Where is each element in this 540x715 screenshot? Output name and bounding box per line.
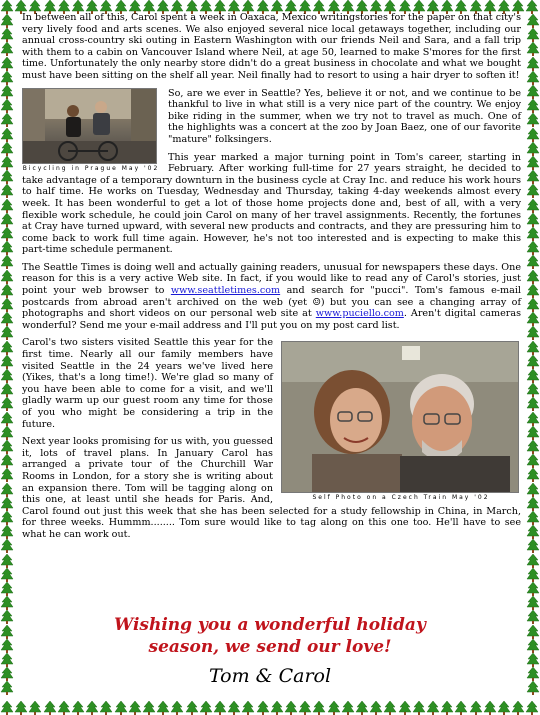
christmas-tree-icon bbox=[0, 355, 14, 369]
christmas-tree-icon bbox=[0, 170, 14, 184]
christmas-tree-icon bbox=[426, 701, 440, 715]
paragraph-seattle-times bbox=[22, 262, 521, 332]
christmas-tree-icon bbox=[0, 539, 14, 553]
christmas-tree-icon bbox=[0, 412, 14, 426]
photo-prague-figure bbox=[22, 88, 160, 173]
christmas-tree-icon bbox=[0, 483, 14, 497]
christmas-tree-icon bbox=[0, 255, 14, 269]
christmas-tree-icon bbox=[526, 99, 540, 113]
christmas-tree-icon bbox=[526, 568, 540, 582]
christmas-tree-icon bbox=[526, 412, 540, 426]
christmas-tree-icon bbox=[526, 298, 540, 312]
christmas-tree-icon bbox=[526, 28, 540, 42]
christmas-tree-icon bbox=[0, 298, 14, 312]
christmas-tree-icon bbox=[170, 701, 184, 715]
seattle-times-text-b: and search for "pucci". Tom's famous e-mail postcards from abroad aren't archived on the web (yet ☺) but you can see a changing array of photographs and short videos on our personal web site at bbox=[22, 285, 521, 320]
greeting-line-2: season, we send our love! bbox=[148, 637, 392, 657]
christmas-tree-icon bbox=[526, 113, 540, 127]
christmas-tree-icon bbox=[526, 213, 540, 227]
christmas-tree-icon bbox=[0, 497, 14, 511]
christmas-tree-icon bbox=[256, 701, 270, 715]
seattle-times-text-a: The Seattle Times is doing well and actually gaining readers, unusual for newspapers these days. One reason for this is a very active Web site. In fact, if you would like to read any of Carol's stories, just point your web browser to bbox=[22, 261, 521, 297]
tree-border-bottom bbox=[0, 701, 540, 715]
christmas-tree-icon bbox=[0, 653, 14, 667]
christmas-tree-icon bbox=[526, 625, 540, 639]
christmas-tree-icon bbox=[526, 14, 540, 28]
christmas-tree-icon bbox=[0, 525, 14, 539]
christmas-tree-icon bbox=[0, 199, 14, 213]
christmas-tree-icon bbox=[526, 355, 540, 369]
christmas-tree-icon bbox=[526, 539, 540, 553]
christmas-tree-icon bbox=[0, 341, 14, 355]
christmas-tree-icon bbox=[0, 383, 14, 397]
christmas-tree-icon bbox=[270, 701, 284, 715]
paragraph-oaxaca: In between all of this, Carol spent a week in Oaxaca, Mexico writingstories for the paper on that city's very lively food and arts scenes. We also enjoyed several nice local getaways together, including our annual cross-country ski outing in Eastern Washington with our friends Neil and Sara, and a fall trip with them to a cabin on Vancouver Island where Neil, at age 50, learned to make S'mores for the first time. Unfortunately the only nearby store didn't do a great business in chocolate and what we bought must have been sitting on the shelf all year. Neil finally had to resort to using a hair dryer to soften it! bbox=[22, 12, 521, 81]
christmas-tree-icon bbox=[0, 369, 14, 383]
photo-bicycling-prague bbox=[22, 88, 157, 164]
christmas-tree-icon bbox=[526, 468, 540, 482]
christmas-tree-icon bbox=[526, 426, 540, 440]
christmas-tree-icon bbox=[213, 701, 227, 715]
christmas-tree-icon bbox=[0, 85, 14, 99]
christmas-tree-icon bbox=[0, 639, 14, 653]
christmas-tree-icon bbox=[526, 85, 540, 99]
christmas-tree-icon bbox=[156, 701, 170, 715]
christmas-tree-icon bbox=[0, 610, 14, 624]
christmas-tree-icon bbox=[497, 701, 511, 715]
seattletimes-link[interactable]: www.seattletimes.com bbox=[170, 285, 281, 297]
christmas-tree-icon bbox=[0, 113, 14, 127]
christmas-tree-icon bbox=[85, 701, 99, 715]
greeting-line-1: Wishing you a wonderful holiday bbox=[114, 615, 426, 635]
christmas-tree-icon bbox=[0, 326, 14, 340]
christmas-tree-icon bbox=[0, 142, 14, 156]
christmas-tree-icon bbox=[0, 270, 14, 284]
christmas-tree-icon bbox=[526, 241, 540, 255]
paragraph-seattle: So, are we ever in Seattle? Yes, believe it or not, and we continue to be thankful to live in what still is a very nice part of the country. We enjoy bike riding in the summer, when we try not to travel as much. One of the highlights was a concert at the zoo by Joan Baez, one of our favorite "mature" folksingers. bbox=[168, 87, 521, 145]
christmas-tree-icon bbox=[0, 156, 14, 170]
christmas-tree-icon bbox=[0, 71, 14, 85]
christmas-tree-icon bbox=[526, 653, 540, 667]
christmas-tree-icon bbox=[0, 681, 14, 695]
christmas-tree-icon bbox=[526, 440, 540, 454]
paragraph-visitors: Carol's two sisters visited Seattle this year for the first time. Nearly all our family members have visited Seattle in the 24 years we've lived here (Yikes, that's a long time!). We're glad so many of you have been able to come for a visit, and we'll gladly warm up our guest room any time for those of you who might be considering a trip in the future. bbox=[22, 337, 273, 430]
christmas-tree-icon bbox=[526, 497, 540, 511]
christmas-tree-icon bbox=[526, 397, 540, 411]
christmas-tree-icon bbox=[526, 284, 540, 298]
christmas-tree-icon bbox=[28, 701, 42, 715]
christmas-tree-icon bbox=[483, 701, 497, 715]
christmas-tree-icon bbox=[0, 568, 14, 582]
christmas-tree-icon bbox=[0, 241, 14, 255]
christmas-tree-icon bbox=[0, 99, 14, 113]
letter-body bbox=[22, 12, 521, 547]
christmas-tree-icon bbox=[526, 227, 540, 241]
christmas-tree-icon bbox=[142, 701, 156, 715]
christmas-tree-icon bbox=[341, 701, 355, 715]
christmas-tree-icon bbox=[0, 454, 14, 468]
christmas-tree-icon bbox=[128, 701, 142, 715]
christmas-tree-icon bbox=[526, 71, 540, 85]
christmas-tree-icon bbox=[0, 667, 14, 681]
christmas-tree-icon bbox=[526, 639, 540, 653]
christmas-tree-icon bbox=[526, 255, 540, 269]
christmas-tree-icon bbox=[0, 57, 14, 71]
christmas-tree-icon bbox=[526, 128, 540, 142]
paragraph-career: This year marked a major turning point in Tom's career, starting in February. After working full-time for 27 years straight, he decided to take advantage of a temporary downturn in the business cycle at Cray Inc. and reduce his work hours to half time. He works on Tuesday, Wednesday and Thursday, taking 4-day weekends almost every week. It has been wonderful to get a lot of those home projects done and, best of all, with a very flexible work schedule, he could join Carol on many of her travel assignments. Recently, the fortunes at Cray have turned upward, with several new products and contracts, and they are pressuring him to come back to work full time again. However, he's not too interested and is expecting to make this part-time schedule permanent. bbox=[22, 151, 521, 256]
christmas-tree-icon bbox=[227, 701, 241, 715]
christmas-tree-icon bbox=[383, 701, 397, 715]
christmas-tree-icon bbox=[526, 142, 540, 156]
christmas-tree-icon bbox=[185, 701, 199, 715]
christmas-tree-icon bbox=[526, 681, 540, 695]
christmas-tree-icon bbox=[526, 582, 540, 596]
christmas-tree-icon bbox=[526, 511, 540, 525]
puciello-link[interactable]: www.puciello.com bbox=[315, 308, 404, 320]
christmas-tree-icon bbox=[526, 667, 540, 681]
christmas-tree-icon bbox=[526, 610, 540, 624]
christmas-tree-icon bbox=[526, 312, 540, 326]
christmas-tree-icon bbox=[0, 397, 14, 411]
christmas-tree-icon bbox=[412, 701, 426, 715]
seattle-times-text-c: . Aren't digital cameras wonderful? Send me your e-mail address and I'll put you on my post card list. bbox=[22, 308, 521, 331]
christmas-tree-icon bbox=[526, 270, 540, 284]
christmas-tree-icon bbox=[0, 596, 14, 610]
christmas-tree-icon bbox=[355, 701, 369, 715]
paragraph-next-year: Next year looks promising for us with, you guessed it, lots of travel plans. In January Carol has arranged a private tour of the Churchill War Rooms in London, for a story she is writing about an expansion there. Tom will be tagging along on this one, at least until she heads for Paris. And, Carol found out just this week that she has been selected for a study fellowship in China, in March, for three weeks. Hummm........ Tom sure would like to tag along on this one too. He'll have to see what he can work out. bbox=[22, 436, 521, 540]
christmas-tree-icon bbox=[0, 440, 14, 454]
christmas-tree-icon bbox=[312, 701, 326, 715]
christmas-tree-icon bbox=[0, 554, 14, 568]
christmas-tree-icon bbox=[526, 184, 540, 198]
christmas-tree-icon bbox=[0, 284, 14, 298]
christmas-tree-icon bbox=[398, 701, 412, 715]
christmas-tree-icon bbox=[0, 213, 14, 227]
photo-train-figure bbox=[281, 341, 521, 502]
christmas-tree-icon bbox=[526, 596, 540, 610]
christmas-tree-icon bbox=[0, 128, 14, 142]
christmas-tree-icon bbox=[99, 701, 113, 715]
christmas-tree-icon bbox=[526, 42, 540, 56]
christmas-tree-icon bbox=[0, 28, 14, 42]
christmas-tree-icon bbox=[526, 326, 540, 340]
photo-bicycling-illustration bbox=[23, 89, 156, 163]
christmas-tree-icon bbox=[469, 701, 483, 715]
photo-train-caption: Self Photo on a Czech Train May '02 bbox=[312, 494, 490, 502]
christmas-tree-icon bbox=[526, 554, 540, 568]
christmas-tree-icon bbox=[43, 701, 57, 715]
christmas-tree-icon bbox=[0, 227, 14, 241]
tree-border-left bbox=[0, 0, 14, 715]
christmas-tree-icon bbox=[0, 312, 14, 326]
christmas-tree-icon bbox=[284, 701, 298, 715]
christmas-tree-icon bbox=[0, 468, 14, 482]
christmas-tree-icon bbox=[114, 701, 128, 715]
tree-border-right bbox=[526, 0, 540, 715]
christmas-tree-icon bbox=[199, 701, 213, 715]
christmas-tree-icon bbox=[327, 701, 341, 715]
christmas-tree-icon bbox=[14, 701, 28, 715]
christmas-tree-icon bbox=[526, 170, 540, 184]
christmas-tree-icon bbox=[0, 42, 14, 56]
photo-prague-caption: Bicycling in Prague May '02 bbox=[22, 164, 160, 172]
christmas-tree-icon bbox=[526, 483, 540, 497]
christmas-tree-icon bbox=[71, 701, 85, 715]
christmas-tree-icon bbox=[526, 454, 540, 468]
christmas-tree-icon bbox=[369, 701, 383, 715]
christmas-tree-icon bbox=[0, 426, 14, 440]
christmas-tree-icon bbox=[454, 701, 468, 715]
christmas-tree-icon bbox=[57, 701, 71, 715]
christmas-tree-icon bbox=[511, 701, 525, 715]
christmas-tree-icon bbox=[526, 156, 540, 170]
photo-czech-train-selfie bbox=[281, 341, 519, 493]
christmas-tree-icon bbox=[526, 57, 540, 71]
christmas-tree-icon bbox=[526, 383, 540, 397]
christmas-tree-icon bbox=[0, 14, 14, 28]
christmas-tree-icon bbox=[0, 184, 14, 198]
holiday-greeting bbox=[40, 614, 500, 658]
christmas-tree-icon bbox=[440, 701, 454, 715]
christmas-tree-icon bbox=[298, 701, 312, 715]
photo-couple-illustration bbox=[282, 342, 518, 492]
christmas-tree-icon bbox=[0, 625, 14, 639]
christmas-tree-icon bbox=[526, 369, 540, 383]
christmas-tree-icon bbox=[0, 511, 14, 525]
christmas-tree-icon bbox=[526, 199, 540, 213]
christmas-tree-icon bbox=[241, 701, 255, 715]
christmas-tree-icon bbox=[0, 582, 14, 596]
signature: Tom & Carol bbox=[208, 665, 332, 687]
christmas-tree-icon bbox=[526, 525, 540, 539]
christmas-tree-icon bbox=[526, 341, 540, 355]
